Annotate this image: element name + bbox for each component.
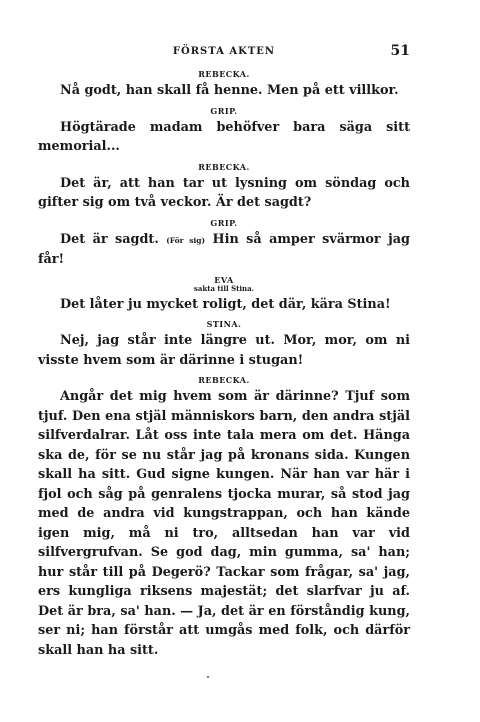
dialogue-block bbox=[38, 161, 410, 213]
speech-text bbox=[38, 230, 410, 270]
speech-text: Angår det mig hvem som är därinne? Tjuf som tjuf. Den ena stjäl människors barn, den andra stjäl silfverdalrar. Låt oss inte tala mera om det. Hänga ska de, för se nu står jag på kronans sida. Kungen skall ha sitt. Gud signe kungen. När han var här i fjol och såg på genralens tjocka murar, så stod jag med de andra vid kungstrappan, och han kände igen mig, må ni tro, alltsedan han var vid silfvergrufvan. Se god dag, min gumma, sa' han; hur står till på Degerö? Tackar som frågar, sa' jag, ers kungliga riksens majestät; det slarfvar ju af. Det är bra, sa' han. — Ja, det är en förståndig kung, ser ni; han förstår att umgås med folk, och därför skall han ha sitt. bbox=[38, 389, 410, 658]
stage-direction-inline: (För sig) bbox=[166, 235, 206, 245]
book-page bbox=[38, 43, 410, 664]
dialogue-block bbox=[38, 217, 410, 270]
speech-text: Högtärade madam behöfver bara säga sitt memorial... bbox=[38, 119, 410, 154]
speech-text-part: Det är sagdt. bbox=[60, 231, 159, 247]
speaker-name: GRIP. bbox=[210, 217, 238, 228]
speaker-name: STINA. bbox=[206, 319, 242, 329]
dialogue-block bbox=[38, 274, 410, 315]
dialogue-block bbox=[38, 105, 410, 157]
speaker-name: REBECKA. bbox=[198, 375, 250, 385]
speech-text: Nå godt, han skall få henne. Men på ett villkor. bbox=[60, 83, 399, 98]
speech-text: Det låter ju mycket roligt, det där, kära Stina! bbox=[60, 296, 391, 312]
speaker-name: REBECKA. bbox=[198, 161, 250, 172]
speech-text: Det är, att han tar ut lysning om söndag och gifter sig om två veckor. Är det sagdt? bbox=[38, 175, 410, 210]
stage-direction: sakta till Stina. bbox=[193, 283, 255, 293]
dialogue-block bbox=[38, 374, 410, 660]
running-title: FÖRSTA AKTEN bbox=[172, 46, 276, 57]
dialogue-block bbox=[38, 318, 410, 370]
speaker-name: EVA bbox=[214, 274, 234, 285]
page-header bbox=[38, 43, 410, 68]
speaker-name: REBECKA. bbox=[198, 69, 250, 79]
dialogue-block bbox=[38, 68, 410, 101]
page-number: 51 bbox=[390, 43, 410, 59]
speech-text: Nej, jag står inte längre ut. Mor, mor, om ni visste hvem som är därinne i stugan! bbox=[38, 333, 410, 368]
page-mark bbox=[207, 676, 209, 678]
speech-text-part: Hin så amper svärmor jag får! bbox=[38, 231, 410, 267]
speaker-name: GRIP. bbox=[210, 105, 238, 116]
